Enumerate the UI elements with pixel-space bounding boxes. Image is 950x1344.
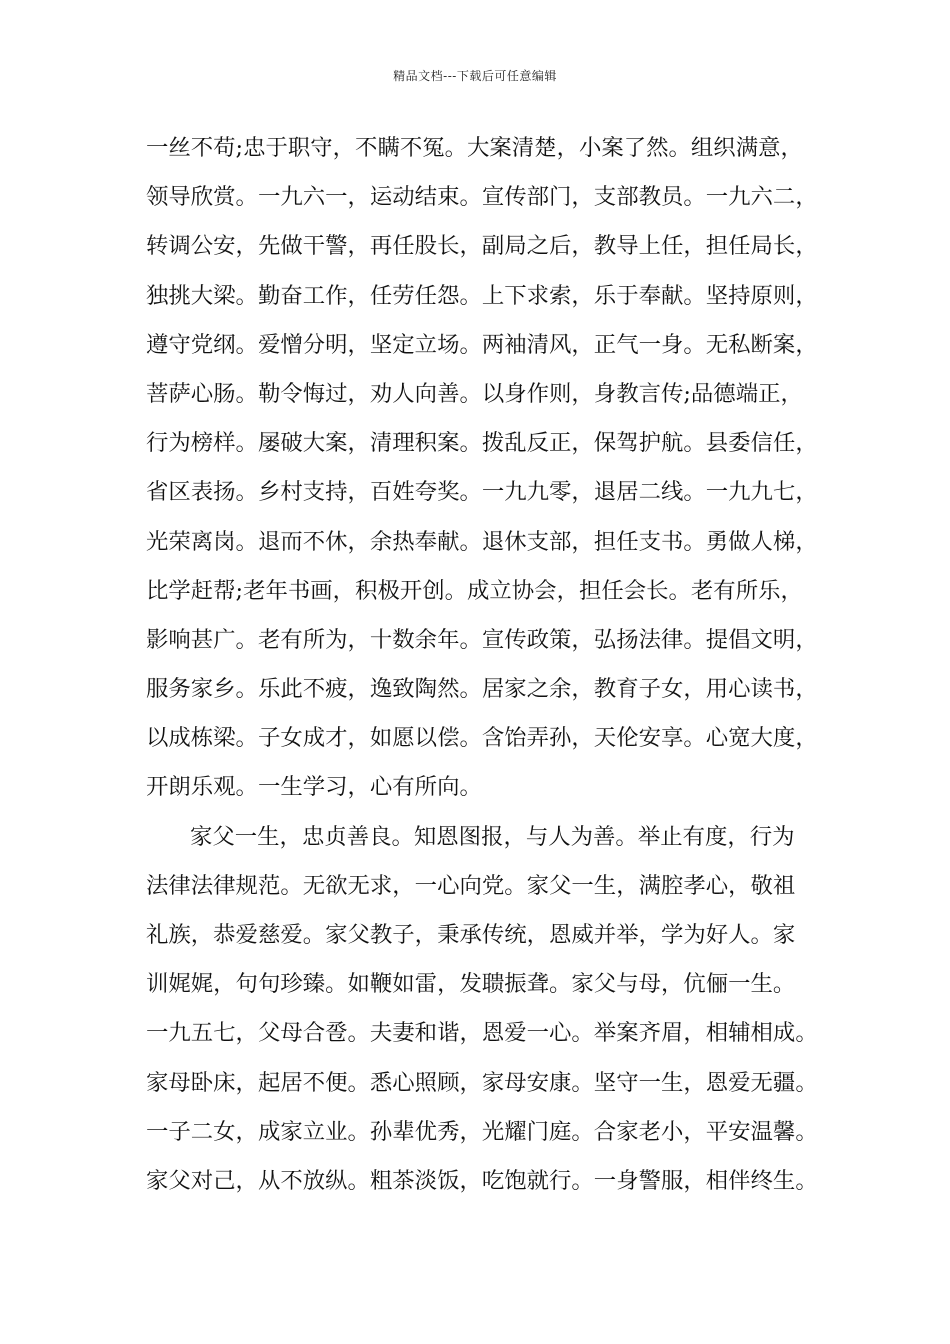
text-line: 法律法律规范。无欲无求，一心向党。家父一生，满腔孝心，敬祖 (146, 872, 796, 899)
text-line: 遵守党纲。爱憎分明，坚定立场。两袖清风，正气一身。无私断案， (146, 331, 818, 358)
text-line: 影响甚广。老有所为，十数余年。宣传政策，弘扬法律。提倡文明， (146, 626, 818, 653)
text-line: 比学赶帮;老年书画，积极开创。成立协会，担任会长。老有所乐， (146, 577, 803, 604)
text-line: 训娓娓，句句珍臻。如鞭如雷，发聩振聋。家父与母，伉俪一生。 (146, 971, 796, 998)
text-line: 一子二女，成家立业。孙辈优秀，光耀门庭。合家老小，平安温馨。 (146, 1118, 818, 1145)
page-header: 精品文档---下载后可任意编辑 (393, 69, 557, 83)
text-line: 光荣离岗。退而不休，余热奉献。退休支部，担任支书。勇做人梯， (146, 528, 818, 555)
text-line: 转调公安，先做干警，再任股长，副局之后，教导上任，担任局长， (146, 233, 818, 260)
text-line: 家父对己，从不放纵。粗茶淡饭，吃饱就行。一身警服，相伴终生。 (146, 1167, 818, 1194)
document-body (146, 130, 826, 1212)
text-line: 开朗乐观。一生学习，心有所向。 (146, 774, 482, 801)
text-line: 行为榜样。屡破大案，清理积案。拨乱反正，保驾护航。县委信任， (146, 430, 818, 457)
text-line: 独挑大梁。勤奋工作，任劳任怨。上下求索，乐于奉献。坚持原则， (146, 282, 818, 309)
text-line: 省区表扬。乡村支持，百姓夸奖。一九九零，退居二线。一九九七， (146, 479, 818, 506)
text-line: 菩萨心肠。勒令悔过，劝人向善。以身作则，身教言传;品德端正， (146, 380, 803, 407)
text-line: 一丝不苟;忠于职守，不瞒不冤。大案清楚，小案了然。组织满意， (146, 135, 803, 161)
text-line: 家母卧床，起居不便。悉心照顾，家母安康。坚守一生，恩爱无疆。 (146, 1069, 818, 1096)
text-line: 领导欣赏。一九六一，运动结束。宣传部门，支部教员。一九六二， (146, 184, 818, 211)
text-line: 一九五七，父母合卺。夫妻和谐，恩爱一心。举案齐眉，相辅相成。 (146, 1020, 818, 1047)
text-line: 服务家乡。乐此不疲，逸致陶然。居家之余，教育子女，用心读书， (146, 676, 818, 703)
text-line: 以成栋梁。子女成才，如愿以偿。含饴弄孙，天伦安享。心宽大度， (146, 725, 818, 752)
paragraph-first-line: 家父一生，忠贞善良。知恩图报，与人为善。举止有度，行为 (190, 823, 795, 850)
text-line: 礼族，恭爱慈爱。家父教子，秉承传统，恩威并举，学为好人。家 (146, 922, 796, 948)
